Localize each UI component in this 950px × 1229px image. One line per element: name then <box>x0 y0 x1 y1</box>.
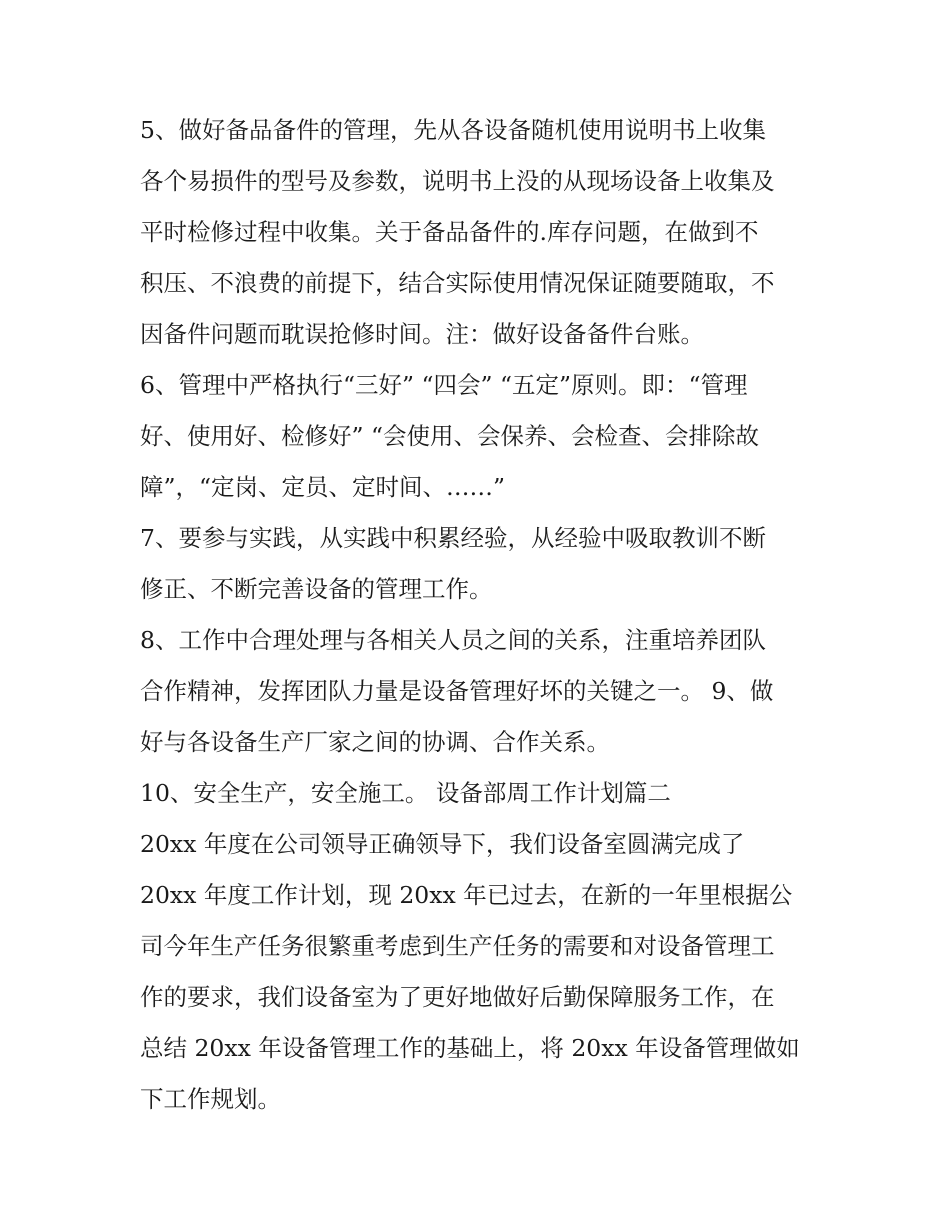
text-line: 8、工作中合理处理与各相关人员之间的关系，注重培养团队 <box>140 626 766 654</box>
text-line: 10、安全生产，安全施工。 设备部周工作计划篇二 <box>140 779 671 807</box>
text-line: 20xx 年度工作计划，现 20xx 年已过去，在新的一年里根据公 <box>140 881 793 909</box>
document-body <box>140 105 830 1125</box>
text-line: 因备件问题而耽误抢修时间。注：做好设备备件台账。 <box>140 320 704 348</box>
text-line: 修正、不断完善设备的管理工作。 <box>140 575 493 603</box>
text-line: 平时检修过程中收集。关于备品备件的.库存问题，在做到不 <box>140 218 759 246</box>
text-line: 总结 20xx 年设备管理工作的基础上，将 20xx 年设备管理做如 <box>140 1034 800 1062</box>
text-line: 下工作规划。 <box>140 1085 281 1113</box>
text-line: 20xx 年度在公司领导正确领导下，我们设备室圆满完成了 <box>140 830 745 858</box>
text-line: 合作精神，发挥团队力量是设备管理好坏的关键之一。 9、做 <box>140 677 774 705</box>
text-line: 6、管理中严格执行“三好” “四会” “五定”原则。即：“管理 <box>140 371 748 399</box>
text-line: 各个易损件的型号及参数，说明书上没的从现场设备上收集及 <box>140 167 775 195</box>
text-line: 5、做好备品备件的管理，先从各设备随机使用说明书上收集 <box>140 116 766 144</box>
text-line: 积压、不浪费的前提下，结合实际使用情况保证随要随取，不 <box>140 269 775 297</box>
text-line: 7、要参与实践，从实践中积累经验，从经验中吸取教训不断 <box>140 524 766 552</box>
text-line: 好、使用好、检修好” “会使用、会保养、会检查、会排除故 <box>140 422 759 450</box>
text-line: 司今年生产任务很繁重考虑到生产任务的需要和对设备管理工 <box>140 932 775 960</box>
text-line: 障”，“定岗、定员、定时间、……” <box>140 473 506 501</box>
text-line: 好与各设备生产厂家之间的协调、合作关系。 <box>140 728 610 756</box>
text-line: 作的要求，我们设备室为了更好地做好后勤保障服务工作，在 <box>140 983 775 1011</box>
